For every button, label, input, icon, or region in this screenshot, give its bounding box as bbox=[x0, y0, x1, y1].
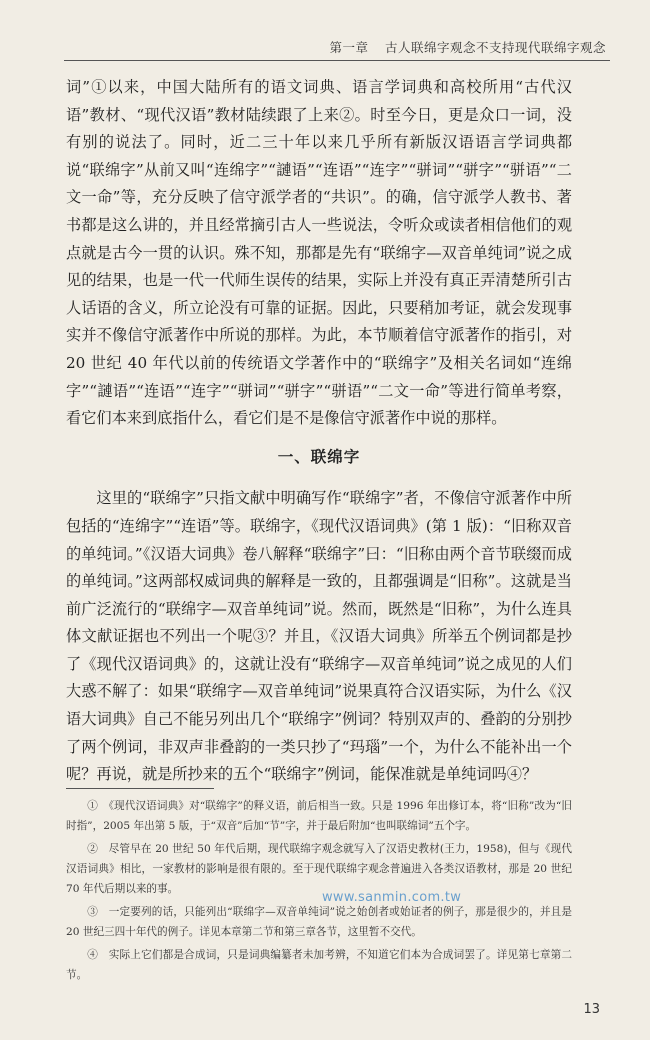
footnotes bbox=[66, 796, 572, 988]
chapter-number: 第一章 bbox=[329, 40, 369, 55]
page-number: 13 bbox=[583, 1002, 600, 1017]
running-head bbox=[60, 38, 606, 56]
header-rule bbox=[64, 60, 610, 61]
footnote-4: ④ 实际上它们都是合成词，只是词典编纂者未加考辨，不知道它们本为合成词罢了。详见第七章第二节。 bbox=[66, 949, 572, 981]
footnote-2: ② 尽管早在 20 世纪 50 年代后期，现代联绵字观念就写入了汉语史教材(王力，1958)，但与《现代汉语词典》相比，一家教材的影响是很有限的。至于现代联绵字观念普遍进入各类汉语教材，那是 20 世纪 70 年代后期以来的事。 bbox=[66, 843, 572, 895]
main-text bbox=[66, 74, 572, 789]
paragraph-2: 这里的“联绵字”只指文献中明确写作“联绵字”者，不像信守派著作中所包括的“连绵字”“连语”等。联绵字，《现代汉语词典》(第 1 版)：“旧称双音的单纯词。”《汉语大词典》卷八解释“联绵字”曰：“旧称由两个音节联缀而成的单纯词。”这两部权威词典的解释是一致的，且都强调是“旧称”。这就是当前广泛流行的“联绵字—双音单纯词”说。然而，既然是“旧称”，为什么连具体文献证据也不列出一个呢③？并且，《汉语大词典》所举五个例词都是抄了《现代汉语词典》的，这就让没有“联绵字—双音单纯词”说之成见的人们大惑不解了：如果“联绵字—双音单纯词”说果真符合汉语实际，为什么《汉语大词典》自己不能另列出几个“联绵字”例词？特别双声的、叠韵的分别抄了两个例词，非双声非叠韵的一类只抄了“玛瑙”一个，为什么不能补出一个呢？再说，就是所抄来的五个“联绵字”例词，能保准就是单纯词吗④？ bbox=[66, 489, 572, 784]
footnote-3: ③ 一定要列的话，只能列出“联绵字—双音单纯词”说之始创者或始证者的例子，那是很少的，并且是 20 世纪三四十年代的例子。详见本章第二节和第三章各节，这里暂不交代。 bbox=[66, 906, 572, 938]
footnote-1: ① 《现代汉语词典》对“联绵字”的释义语，前后相当一致。只是 1996 年出修订本，将“旧称”改为“旧时指”，2005 年出第 5 版，于“双音”后加“节”字，并于最后附加“也叫联绵词”五个字。 bbox=[66, 800, 572, 832]
paragraph-1: 词”①以来，中国大陆所有的语文词典、语言学词典和高校所用“古代汉语”教材、“现代汉语”教材陆续跟了上来②。时至今日，更是众口一词，没有别的说法了。同时，近二三十年以来几乎所有新版汉语语言学词典都说“联绵字”从前又叫“连绵字”“謰语”“连语”“连字”“骈词”“骈字”“骈语”“二文一命”等，充分反映了信守派学者的“共识”。的确，信守派学人教书、著书都是这么讲的，并且经常摘引古人一些说法，令听众或读者相信他们的观点就是古今一贯的认识。殊不知，那都是先有“联绵字—双音单纯词”说之成见的结果，也是一代一代师生误传的结果，实际上并没有真正弄清楚所引古人话语的含义，所立论没有可靠的证据。因此，只要稍加考证，就会发现事实并不像信守派著作中所说的那样。为此，本节顺着信守派著作的指引，对 20 世纪 40 年代以前的传统语文学著作中的“联绵字”及相关名词如“连绵字”“謰语”“连语”“连字”“骈词”“骈字”“骈语”“二文一命”等进行简单考察，看它们本来到底指什么，看它们是不是像信守派著作中说的那样。 bbox=[66, 78, 572, 428]
publisher-watermark: www.sanmin.com.tw bbox=[322, 890, 462, 905]
footnote-rule bbox=[66, 788, 214, 789]
section-heading: 一、联绵字 bbox=[277, 447, 361, 466]
chapter-title: 古人联绵字观念不支持现代联绵字观念 bbox=[384, 40, 606, 55]
